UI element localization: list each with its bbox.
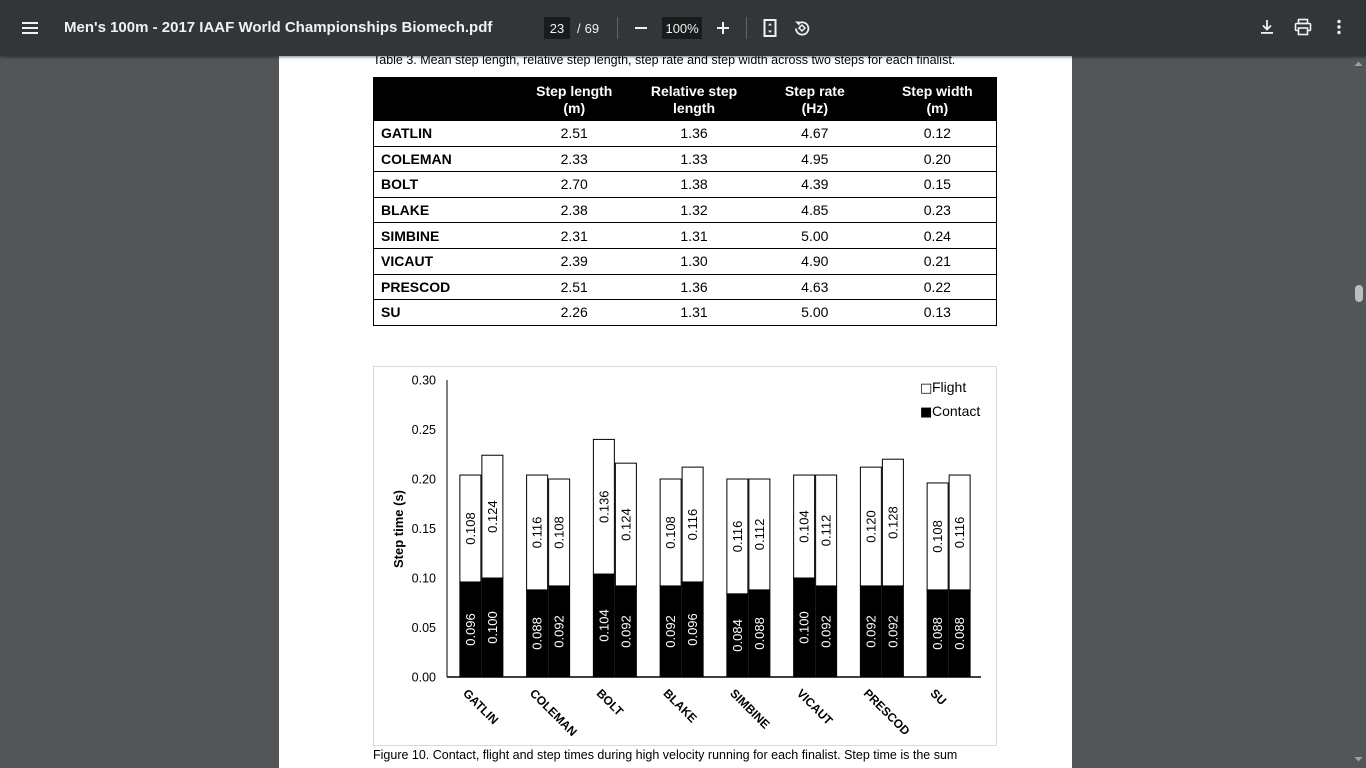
flight-data-label: 0.108: [663, 516, 679, 549]
table-cell: 4.67: [751, 121, 879, 147]
print-icon: [1294, 18, 1312, 36]
column-header-line: Relative step: [650, 83, 738, 99]
column-header: [879, 78, 997, 121]
column-header-line: Step rate: [784, 83, 845, 99]
legend-flight-label: Flight: [932, 379, 967, 395]
flight-data-label: 0.116: [529, 516, 545, 549]
y-tick-label: 0.00: [411, 670, 436, 685]
contact-data-label: 0.092: [618, 615, 634, 648]
table-cell: 0.22: [879, 274, 997, 300]
plus-icon: [716, 21, 730, 35]
table-cell: 2.39: [511, 248, 637, 274]
flight-data-label: 0.108: [551, 516, 567, 549]
flight-data-label: 0.108: [462, 512, 478, 545]
contact-data-label: 0.092: [885, 615, 901, 648]
scroll-up-arrow-icon[interactable]: [1353, 58, 1364, 70]
x-category-label: SU: [927, 686, 950, 708]
flight-data-label: 0.112: [751, 518, 767, 551]
document-title: Men's 100m - 2017 IAAF World Championships Biomech.pdf: [64, 19, 493, 36]
step-time-chart: [373, 366, 997, 746]
column-header-line: (Hz): [801, 100, 829, 116]
y-axis-label: Step time (s): [391, 489, 406, 569]
menu-icon: [22, 21, 40, 35]
table-row: [374, 146, 997, 172]
flight-data-label: 0.108: [930, 520, 946, 553]
table-row: [374, 223, 997, 249]
zoom-input[interactable]: [662, 17, 702, 39]
flight-data-label: 0.116: [729, 520, 745, 553]
table-cell: 5.00: [751, 223, 879, 249]
column-header: [511, 78, 637, 121]
y-tick-label: 0.30: [411, 373, 436, 388]
contact-data-label: 0.088: [930, 617, 946, 650]
zoom-out-button[interactable]: [628, 15, 654, 41]
rotate-icon: [793, 19, 811, 37]
y-tick-label: 0.15: [411, 522, 436, 536]
column-header-line: (m): [926, 100, 949, 116]
table-cell: 1.33: [637, 146, 751, 172]
contact-data-label: 0.088: [529, 617, 545, 650]
x-category-label: COLEMAN: [527, 686, 580, 740]
table-row: [374, 300, 997, 326]
contact-data-label: 0.088: [751, 617, 767, 650]
y-tick-label: 0.20: [411, 472, 436, 487]
athlete-name-cell: GATLIN: [374, 121, 512, 147]
table-cell: 5.00: [751, 300, 879, 326]
table-cell: 2.33: [511, 146, 637, 172]
more-actions-button[interactable]: [1326, 14, 1352, 40]
table-row: [374, 121, 997, 147]
table-header-row: [374, 78, 997, 121]
table-row: [374, 248, 997, 274]
table-cell: 1.30: [637, 248, 751, 274]
athlete-name-cell: BOLT: [374, 172, 512, 198]
athlete-name-cell: SU: [374, 300, 512, 326]
step-metrics-table: [373, 77, 997, 326]
athlete-name-cell: PRESCOD: [374, 274, 512, 300]
legend-contact-label: Contact: [932, 403, 981, 419]
table-row: [374, 274, 997, 300]
flight-data-label: 0.128: [885, 506, 901, 539]
x-category-label: PRESCOD: [860, 686, 913, 739]
contact-data-label: 0.088: [952, 617, 968, 650]
table-cell: 4.63: [751, 274, 879, 300]
minus-icon: [634, 21, 648, 35]
table-cell: 0.20: [879, 146, 997, 172]
contact-data-label: 0.084: [729, 619, 745, 652]
page-number-input[interactable]: [544, 17, 570, 39]
flight-data-label: 0.112: [818, 514, 834, 547]
contact-data-label: 0.092: [551, 615, 567, 648]
x-category-label: VICAUT: [794, 686, 836, 728]
download-icon: [1259, 19, 1275, 35]
flight-data-label: 0.104: [796, 510, 812, 543]
table-cell: 1.31: [637, 223, 751, 249]
athlete-name-cell: VICAUT: [374, 248, 512, 274]
flight-data-label: 0.124: [618, 508, 634, 541]
zoom-in-button[interactable]: [710, 15, 736, 41]
scroll-down-arrow-icon[interactable]: [1353, 753, 1364, 765]
column-header-line: (m): [563, 100, 586, 116]
table-row: [374, 197, 997, 223]
table-cell: 2.51: [511, 121, 637, 147]
table-row: [374, 172, 997, 198]
table-cell: 2.51: [511, 274, 637, 300]
table-cell: 1.32: [637, 197, 751, 223]
rotate-button[interactable]: [789, 15, 815, 41]
contact-data-label: 0.100: [484, 611, 500, 644]
athlete-name-cell: BLAKE: [374, 197, 512, 223]
y-tick-label: 0.05: [411, 621, 436, 635]
download-button[interactable]: [1254, 14, 1280, 40]
toolbar-divider: [617, 17, 618, 39]
x-category-label: BOLT: [593, 686, 627, 719]
pdf-toolbar: [0, 0, 1366, 56]
flight-data-label: 0.124: [484, 500, 500, 533]
table-cell: 1.38: [637, 172, 751, 198]
page-controls: [544, 16, 815, 40]
legend: [920, 379, 980, 420]
table-cell: 2.70: [511, 172, 637, 198]
y-tick-label: 0.25: [411, 423, 436, 437]
table-cell: 0.15: [879, 172, 997, 198]
flight-data-label: 0.136: [596, 490, 612, 523]
table-caption: Table 3. Mean step length, relative step length, step rate and step width across two steps for each finalist.: [373, 56, 956, 67]
toolbar-actions: [1254, 14, 1352, 40]
table-cell: 4.85: [751, 197, 879, 223]
contact-data-label: 0.104: [596, 609, 612, 642]
table-cell: 2.31: [511, 223, 637, 249]
print-button[interactable]: [1290, 14, 1316, 40]
column-header-line: Step length: [536, 83, 613, 99]
athlete-name-cell: COLEMAN: [374, 146, 512, 172]
flight-data-label: 0.120: [863, 510, 879, 543]
contact-data-label: 0.100: [796, 611, 812, 644]
page-total: 69: [584, 20, 600, 36]
table-cell: 1.36: [637, 121, 751, 147]
chart-canvas: [374, 367, 998, 747]
contact-data-label: 0.096: [462, 613, 478, 646]
table-cell: 0.12: [879, 121, 997, 147]
y-tick-label: 0.10: [411, 571, 436, 586]
table-body: [374, 121, 997, 326]
flight-data-label: 0.116: [685, 508, 701, 541]
table-cell: 1.36: [637, 274, 751, 300]
toolbar-divider: [746, 17, 747, 39]
page-separator: /: [577, 20, 581, 36]
table-cell: 2.26: [511, 300, 637, 326]
column-header-line: Step width: [901, 83, 973, 99]
flight-data-label: 0.116: [952, 516, 968, 549]
contact-data-label: 0.092: [663, 615, 679, 648]
x-category-label: BLAKE: [660, 686, 700, 726]
table-cell: 0.24: [879, 223, 997, 249]
contact-data-label: 0.096: [685, 613, 701, 646]
column-header: [751, 78, 879, 121]
contact-data-label: 0.092: [818, 615, 834, 648]
column-header-line: length: [673, 100, 716, 116]
column-header: [374, 78, 512, 121]
fit-page-icon: [763, 19, 777, 37]
fit-page-button[interactable]: [757, 15, 783, 41]
more-vert-icon: [1336, 19, 1342, 35]
x-category-label: GATLIN: [460, 686, 502, 728]
table-cell: 2.38: [511, 197, 637, 223]
column-header: [637, 78, 751, 121]
contact-data-label: 0.092: [863, 615, 879, 648]
figure-caption: Figure 10. Contact, flight and step times during high velocity running for each finalist. Step time is the sum: [373, 748, 958, 762]
x-category-label: SIMBINE: [727, 686, 773, 732]
scrollbar-thumb[interactable]: [1355, 285, 1363, 302]
table-cell: 0.23: [879, 197, 997, 223]
table-cell: 4.90: [751, 248, 879, 274]
table-cell: 4.95: [751, 146, 879, 172]
legend-flight-marker: □: [920, 381, 933, 396]
legend-contact-marker: ■: [920, 405, 933, 420]
pdf-page: [279, 56, 1072, 768]
table-cell: 4.39: [751, 172, 879, 198]
table-cell: 1.31: [637, 300, 751, 326]
athlete-name-cell: SIMBINE: [374, 223, 512, 249]
table-cell: 0.13: [879, 300, 997, 326]
menu-button[interactable]: [16, 14, 46, 42]
table-cell: 0.21: [879, 248, 997, 274]
